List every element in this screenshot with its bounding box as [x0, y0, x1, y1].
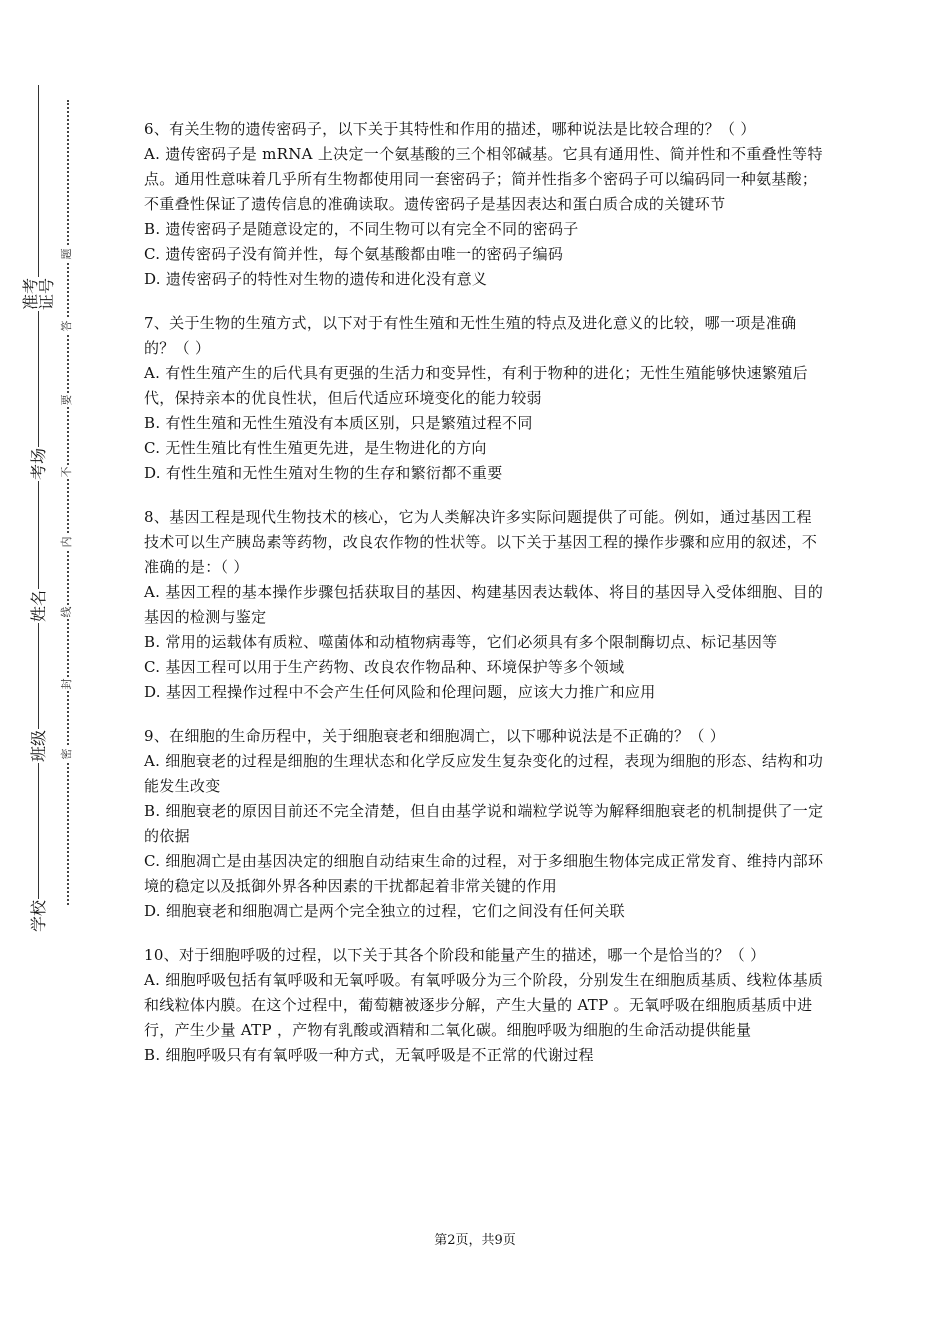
page-number: 第2页，共9页 — [434, 1233, 516, 1248]
option-d: D. 细胞衰老和细胞凋亡是两个完全独立的过程，它们之间没有任何关联 — [144, 902, 625, 920]
option-b: B. 遗传密码子是随意设定的，不同生物可以有完全不同的密码子 — [144, 220, 579, 238]
option-b: B. 常用的运载体有质粒、噬菌体和动植物病毒等，它们必须具有多个限制酶切点、标记基因等 — [144, 633, 778, 651]
option-a: A. 基因工程的基本操作步骤包括获取目的基因、构建基因表达载体、将目的基因导入受体细胞、目的基因的检测与鉴定 — [144, 583, 824, 626]
option-a: A. 细胞呼吸包括有氧呼吸和无氧呼吸。有氧呼吸分为三个阶段，分别发生在细胞质基质、线粒体基质和线粒体内膜。在这个过程中，葡萄糖被逐步分解，产生大量的 ATP 。无氧呼吸在细胞质基质中进行，产生少量 ATP ，产物有乳酸或酒精和二氧化碳。细胞呼吸为细胞的生命活动提供能量 — [144, 971, 824, 1039]
option-c: C. 细胞凋亡是由基因决定的细胞自动结束生命的过程，对于多细胞生物体完成正常发育、维持内部环境的稳定以及抵御外界各种因素的干扰都起着非常关键的作用 — [144, 852, 824, 895]
option-b: B. 细胞呼吸只有有氧呼吸一种方式，无氧呼吸是不正常的代谢过程 — [144, 1046, 594, 1064]
exam-id-label: 准考证号 — [21, 278, 56, 311]
exam-room-label: 考场 — [29, 448, 48, 481]
option-a: A. 有性生殖产生的后代具有更强的生活力和变异性，有利于物种的进化；无性生殖能够快速繁殖后代，保持亲本的优良性状，但后代适应环境变化的能力较弱 — [144, 364, 808, 407]
seal-char: 题 — [60, 248, 73, 260]
question-stem: 6、有关生物的遗传密码子，以下关于其特性和作用的描述，哪种说法是比较合理的？（ ） — [144, 120, 756, 138]
option-c: C. 遗传密码子没有简并性，每个氨基酸都由唯一的密码子编码 — [144, 245, 564, 263]
option-a: A. 细胞衰老的过程是细胞的生理状态和化学反应发生复杂变化的过程，表现为细胞的形态、结构和功能发生改变 — [144, 752, 824, 795]
seal-char: 密 — [60, 748, 73, 760]
option-c: C. 无性生殖比有性生殖更先进，是生物进化的方向 — [144, 439, 487, 457]
question-7 — [144, 311, 824, 486]
seal-dotted-line — [67, 100, 69, 905]
question-list — [144, 117, 824, 1087]
seal-char: 答 — [60, 320, 73, 332]
question-10 — [144, 943, 824, 1068]
option-c: C. 基因工程可以用于生产药物、改良农作物品种、环境保护等多个领域 — [144, 658, 625, 676]
seal-char: 线 — [60, 606, 73, 618]
question-6 — [144, 117, 824, 292]
name-label: 姓名 — [29, 590, 48, 623]
option-b: B. 细胞衰老的原因目前还不完全清楚，但自由基学说和端粒学说等为解释细胞衰老的机制提供了一定的依据 — [144, 802, 824, 845]
option-d: D. 基因工程操作过程中不会产生任何风险和伦理问题，应该大力推广和应用 — [144, 683, 656, 701]
question-stem: 10、对于细胞呼吸的过程，以下关于其各个阶段和能量产生的描述，哪一个是恰当的？（ ） — [144, 946, 766, 964]
option-d: D. 遗传密码子的特性对生物的遗传和进化没有意义 — [144, 270, 488, 288]
seal-char: 不 — [60, 466, 73, 478]
binding-line — [38, 85, 39, 925]
question-stem: 9、在细胞的生命历程中，关于细胞衰老和细胞凋亡，以下哪种说法是不正确的？（ ） — [144, 727, 726, 745]
question-8 — [144, 505, 824, 705]
question-stem: 7、关于生物的生殖方式，以下对于有性生殖和无性生殖的特点及进化意义的比较，哪一项是准确的？（ ） — [144, 314, 797, 357]
question-9 — [144, 724, 824, 924]
question-stem: 8、基因工程是现代生物技术的核心，它为人类解决许多实际问题提供了可能。例如，通过基因工程技术可以生产胰岛素等药物，改良农作物的性状等。以下关于基因工程的操作步骤和应用的叙述，不准确的是：（ ） — [144, 508, 818, 576]
option-b: B. 有性生殖和无性生殖没有本质区别，只是繁殖过程不同 — [144, 414, 533, 432]
seal-char: 内 — [60, 536, 73, 548]
option-a: A. 遗传密码子是 mRNA 上决定一个氨基酸的三个相邻碱基。它具有通用性、简并性和不重叠性等特点。通用性意味着几乎所有生物都使用同一套密码子；简并性指多个密码子可以编码同一种氨基酸；不重叠性保证了遗传信息的准确读取。遗传密码子是基因表达和蛋白质合成的关键环节 — [144, 145, 823, 213]
option-d: D. 有性生殖和无性生殖对生物的生存和繁衍都不重要 — [144, 464, 503, 482]
class-label: 班级 — [29, 730, 48, 763]
school-label: 学校 — [29, 900, 48, 933]
seal-char: 要 — [60, 394, 73, 406]
seal-char: 封 — [60, 678, 73, 690]
